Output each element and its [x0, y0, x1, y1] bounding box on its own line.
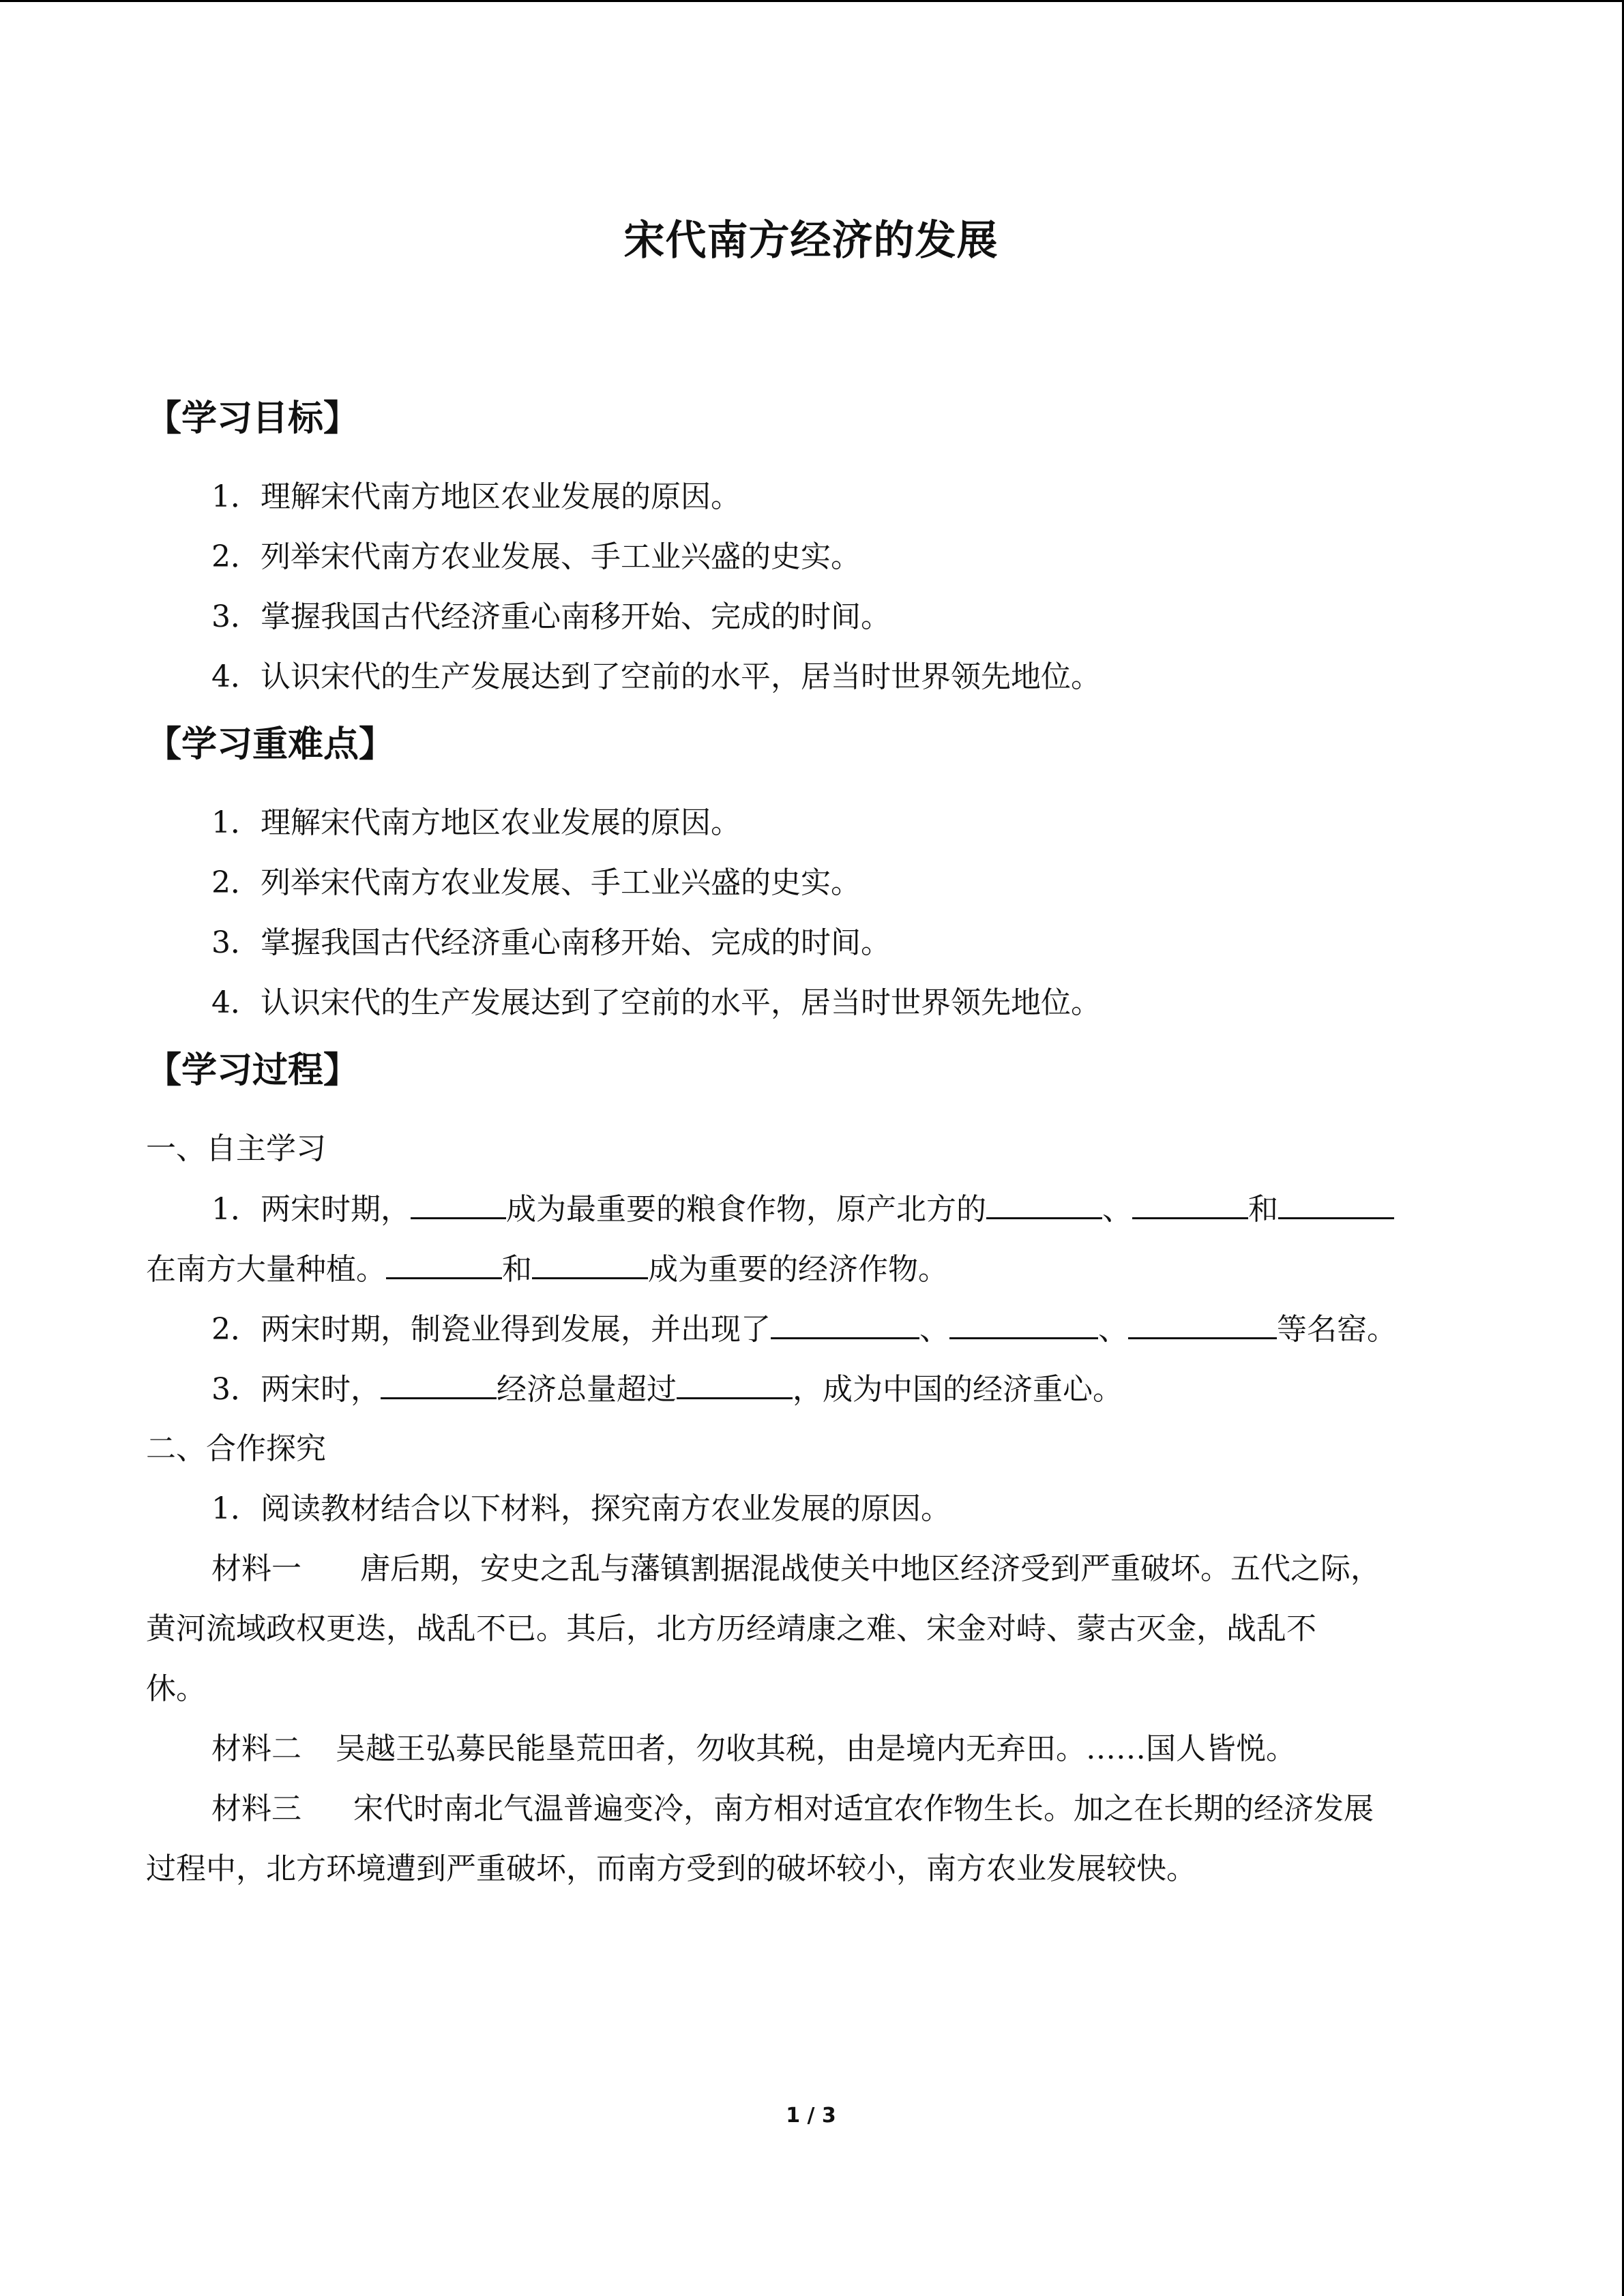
answer-blank[interactable] — [411, 1190, 506, 1219]
q1-text-c: 、 — [1102, 1192, 1132, 1227]
q2-text-a: 2．两宋时期，制瓷业得到发展，并出现了 — [211, 1312, 771, 1347]
fill-question-1-cont — [146, 1250, 948, 1289]
keypoint-item-3: 3．掌握我国古代经济重心南移开始、完成的时间。 — [211, 925, 891, 960]
answer-blank[interactable] — [1132, 1190, 1248, 1219]
q1-text-e: 在南方大量种植。 — [146, 1252, 386, 1287]
material-3-line-2: 过程中，北方环境遭到严重破坏，而南方受到的破坏较小，南方农业发展较快。 — [146, 1851, 1196, 1886]
heading-key-points: 【学习重难点】 — [146, 724, 395, 765]
q1-text-f: 和 — [502, 1252, 532, 1287]
keypoint-item-4: 4．认识宋代的生产发展达到了空前的水平，居当时世界领先地位。 — [211, 985, 1101, 1020]
material-3-line-1 — [211, 1790, 1374, 1828]
material-1-line-3: 休。 — [146, 1671, 206, 1706]
q3-text-a: 3．两宋时， — [211, 1372, 381, 1407]
goal-item-1: 1．理解宋代南方地区农业发展的原因。 — [211, 479, 741, 514]
goal-item-2: 2．列举宋代南方农业发展、手工业兴盛的史实。 — [211, 539, 861, 574]
page-title: 宋代南方经济的发展 — [623, 217, 999, 265]
q3-text-b: 经济总量超过 — [497, 1372, 677, 1407]
keypoint-item-2: 2．列举宋代南方农业发展、手工业兴盛的史实。 — [211, 865, 861, 900]
heading-learning-process: 【学习过程】 — [146, 1050, 359, 1091]
part2-title: 二、合作探究 — [146, 1431, 326, 1466]
material-1-label: 材料一 — [211, 1551, 301, 1586]
material-3-text: 宋代时南北气温普遍变冷，南方相对适宜农作物生长。加之在长期的经济发展 — [353, 1791, 1374, 1826]
answer-blank[interactable] — [1128, 1310, 1277, 1339]
answer-blank[interactable] — [532, 1250, 648, 1279]
fill-question-3 — [211, 1370, 1123, 1409]
explore-question-1: 1．阅读教材结合以下材料，探究南方农业发展的原因。 — [211, 1491, 951, 1526]
material-2-line — [211, 1730, 1296, 1768]
fill-question-1 — [211, 1190, 1394, 1229]
material-2-text: 吴越王弘募民能垦荒田者，勿收其税，由是境内无弃田。……国人皆悦。 — [336, 1731, 1296, 1766]
q1-text-b: 成为最重要的粮食作物，原产北方的 — [506, 1192, 986, 1227]
answer-blank[interactable] — [386, 1250, 502, 1279]
material-2-label: 材料二 — [211, 1731, 301, 1766]
material-1-line-1 — [211, 1550, 1381, 1588]
page-number: 1 / 3 — [786, 2104, 836, 2128]
goal-item-3: 3．掌握我国古代经济重心南移开始、完成的时间。 — [211, 599, 891, 634]
answer-blank[interactable] — [771, 1310, 919, 1339]
q1-text-a: 1．两宋时期， — [211, 1192, 411, 1227]
q2-text-b: 、 — [919, 1312, 949, 1347]
heading-learning-goals: 【学习目标】 — [146, 398, 359, 439]
q2-text-c: 、 — [1098, 1312, 1128, 1347]
material-1-text: 唐后期，安史之乱与藩镇割据混战使关中地区经济受到严重破坏。五代之际， — [360, 1551, 1381, 1586]
part1-title: 一、自主学习 — [146, 1131, 326, 1166]
answer-blank[interactable] — [381, 1370, 497, 1399]
q1-text-g: 成为重要的经济作物。 — [648, 1252, 948, 1287]
q2-text-d: 等名窑。 — [1277, 1312, 1397, 1347]
q3-text-c: ，成为中国的经济重心。 — [793, 1372, 1123, 1407]
answer-blank[interactable] — [986, 1190, 1102, 1219]
q1-text-d: 和 — [1248, 1192, 1278, 1227]
answer-blank[interactable] — [677, 1370, 793, 1399]
fill-question-2 — [211, 1310, 1397, 1349]
answer-blank[interactable] — [1278, 1190, 1394, 1219]
keypoint-item-1: 1．理解宋代南方地区农业发展的原因。 — [211, 805, 741, 840]
answer-blank[interactable] — [949, 1310, 1098, 1339]
goal-item-4: 4．认识宋代的生产发展达到了空前的水平，居当时世界领先地位。 — [211, 659, 1101, 694]
material-1-line-2: 黄河流域政权更迭，战乱不已。其后，北方历经靖康之难、宋金对峙、蒙古灭金，战乱不 — [146, 1611, 1316, 1646]
material-3-label: 材料三 — [211, 1791, 301, 1826]
